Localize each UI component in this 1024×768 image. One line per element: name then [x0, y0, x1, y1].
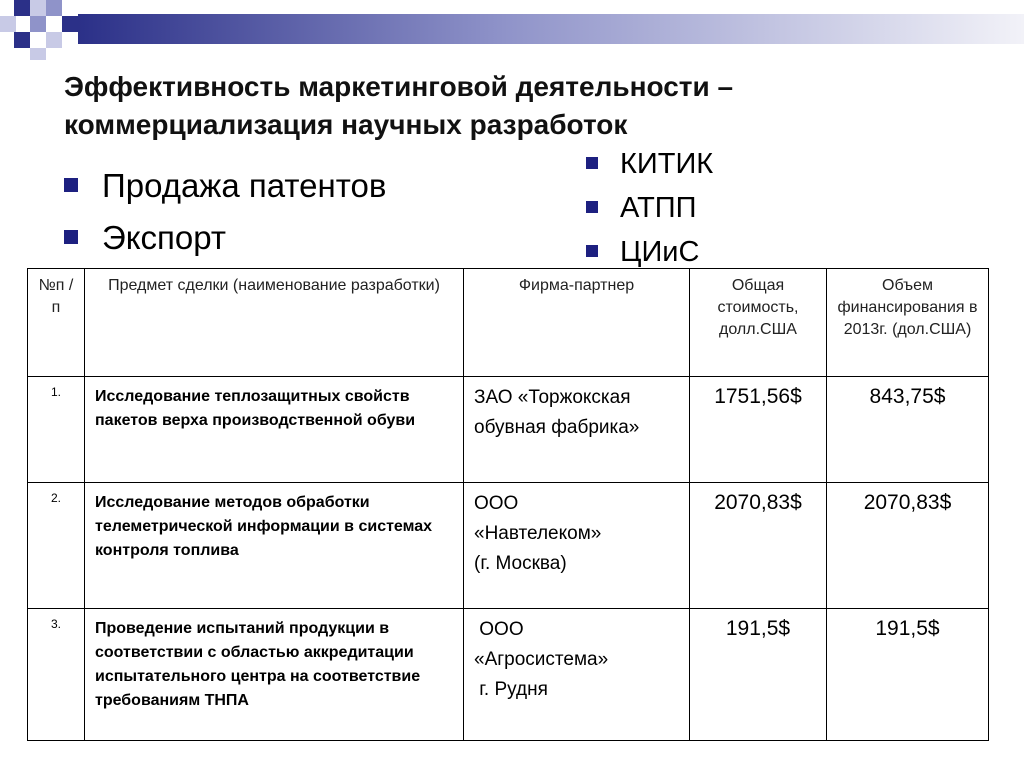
bullet-item: [586, 142, 713, 186]
bullet-text: КИТИК: [620, 148, 714, 180]
decor-square: [14, 32, 30, 48]
header-gradient-bar: [78, 14, 1024, 44]
funding-amount: 843,75$: [827, 377, 989, 483]
decor-square: [30, 0, 46, 16]
title-line-1: Эффективность маркетинговой деятельности –: [64, 71, 734, 102]
decor-square: [30, 48, 46, 60]
partner-line: ООО: [474, 493, 519, 514]
bullet-item: [586, 186, 713, 230]
partner-firm: [464, 377, 690, 483]
partner-line: ЗАО «Торжокская: [474, 387, 631, 408]
total-cost: 1751,56$: [690, 377, 827, 483]
square-bullet-icon: [64, 178, 78, 192]
bullet-text: Продажа патентов: [102, 167, 387, 204]
square-bullet-icon: [64, 230, 78, 244]
table-row: [28, 483, 989, 609]
partner-line: «Агросистема»: [474, 649, 609, 670]
partner-line: (г. Москва): [474, 553, 567, 574]
header-decoration: [0, 0, 1024, 60]
decor-square: [30, 16, 46, 32]
header-funding: Объем финансирования в 2013г. (дол.США): [827, 269, 989, 377]
partner-line: г. Рудня: [474, 679, 548, 700]
table-row: [28, 609, 989, 741]
row-number: 3.: [28, 609, 85, 741]
bullet-item: [64, 212, 386, 264]
bullet-item: [64, 160, 386, 212]
total-cost: 2070,83$: [690, 483, 827, 609]
partner-firm: [464, 609, 690, 741]
decor-square: [46, 32, 62, 48]
header-partner: Фирма-партнер: [464, 269, 690, 377]
deal-subject: Исследование методов обработки телеметрической информации в системах контроля топлива: [85, 483, 464, 609]
bullet-text: АТПП: [620, 192, 697, 224]
bullet-text: Экспорт: [102, 219, 226, 256]
bullet-list-left: [64, 160, 386, 264]
funding-amount: 191,5$: [827, 609, 989, 741]
total-cost: 191,5$: [690, 609, 827, 741]
decor-square: [0, 16, 16, 32]
page-title: [64, 68, 964, 144]
partner-line: ООО: [474, 619, 524, 640]
table-row: [28, 377, 989, 483]
header-cost: Общая стоимость, долл.США: [690, 269, 827, 377]
funding-amount: 2070,83$: [827, 483, 989, 609]
bullet-text: ЦИиС: [620, 236, 700, 268]
partner-line: «Навтелеком»: [474, 523, 602, 544]
row-number: 1.: [28, 377, 85, 483]
decor-square: [14, 0, 30, 16]
header-num: №п /п: [28, 269, 85, 377]
deals-table: [27, 268, 989, 741]
partner-firm: [464, 483, 690, 609]
header-subject: Предмет сделки (наименование разработки): [85, 269, 464, 377]
bullet-list-right: [586, 142, 713, 274]
deal-subject: Проведение испытаний продукции в соответствии с областью аккредитации испытательного центра на соответствие требованиям ТНПА: [85, 609, 464, 741]
title-line-2: коммерциализация научных разработок: [64, 109, 628, 140]
square-bullet-icon: [586, 245, 598, 257]
row-number: 2.: [28, 483, 85, 609]
decor-square: [62, 16, 78, 32]
square-bullet-icon: [586, 201, 598, 213]
decor-square: [46, 0, 62, 16]
square-bullet-icon: [586, 157, 598, 169]
partner-line: обувная фабрика»: [474, 417, 640, 438]
table-header-row: [28, 269, 989, 377]
deal-subject: Исследование теплозащитных свойств пакетов верха производственной обуви: [85, 377, 464, 483]
